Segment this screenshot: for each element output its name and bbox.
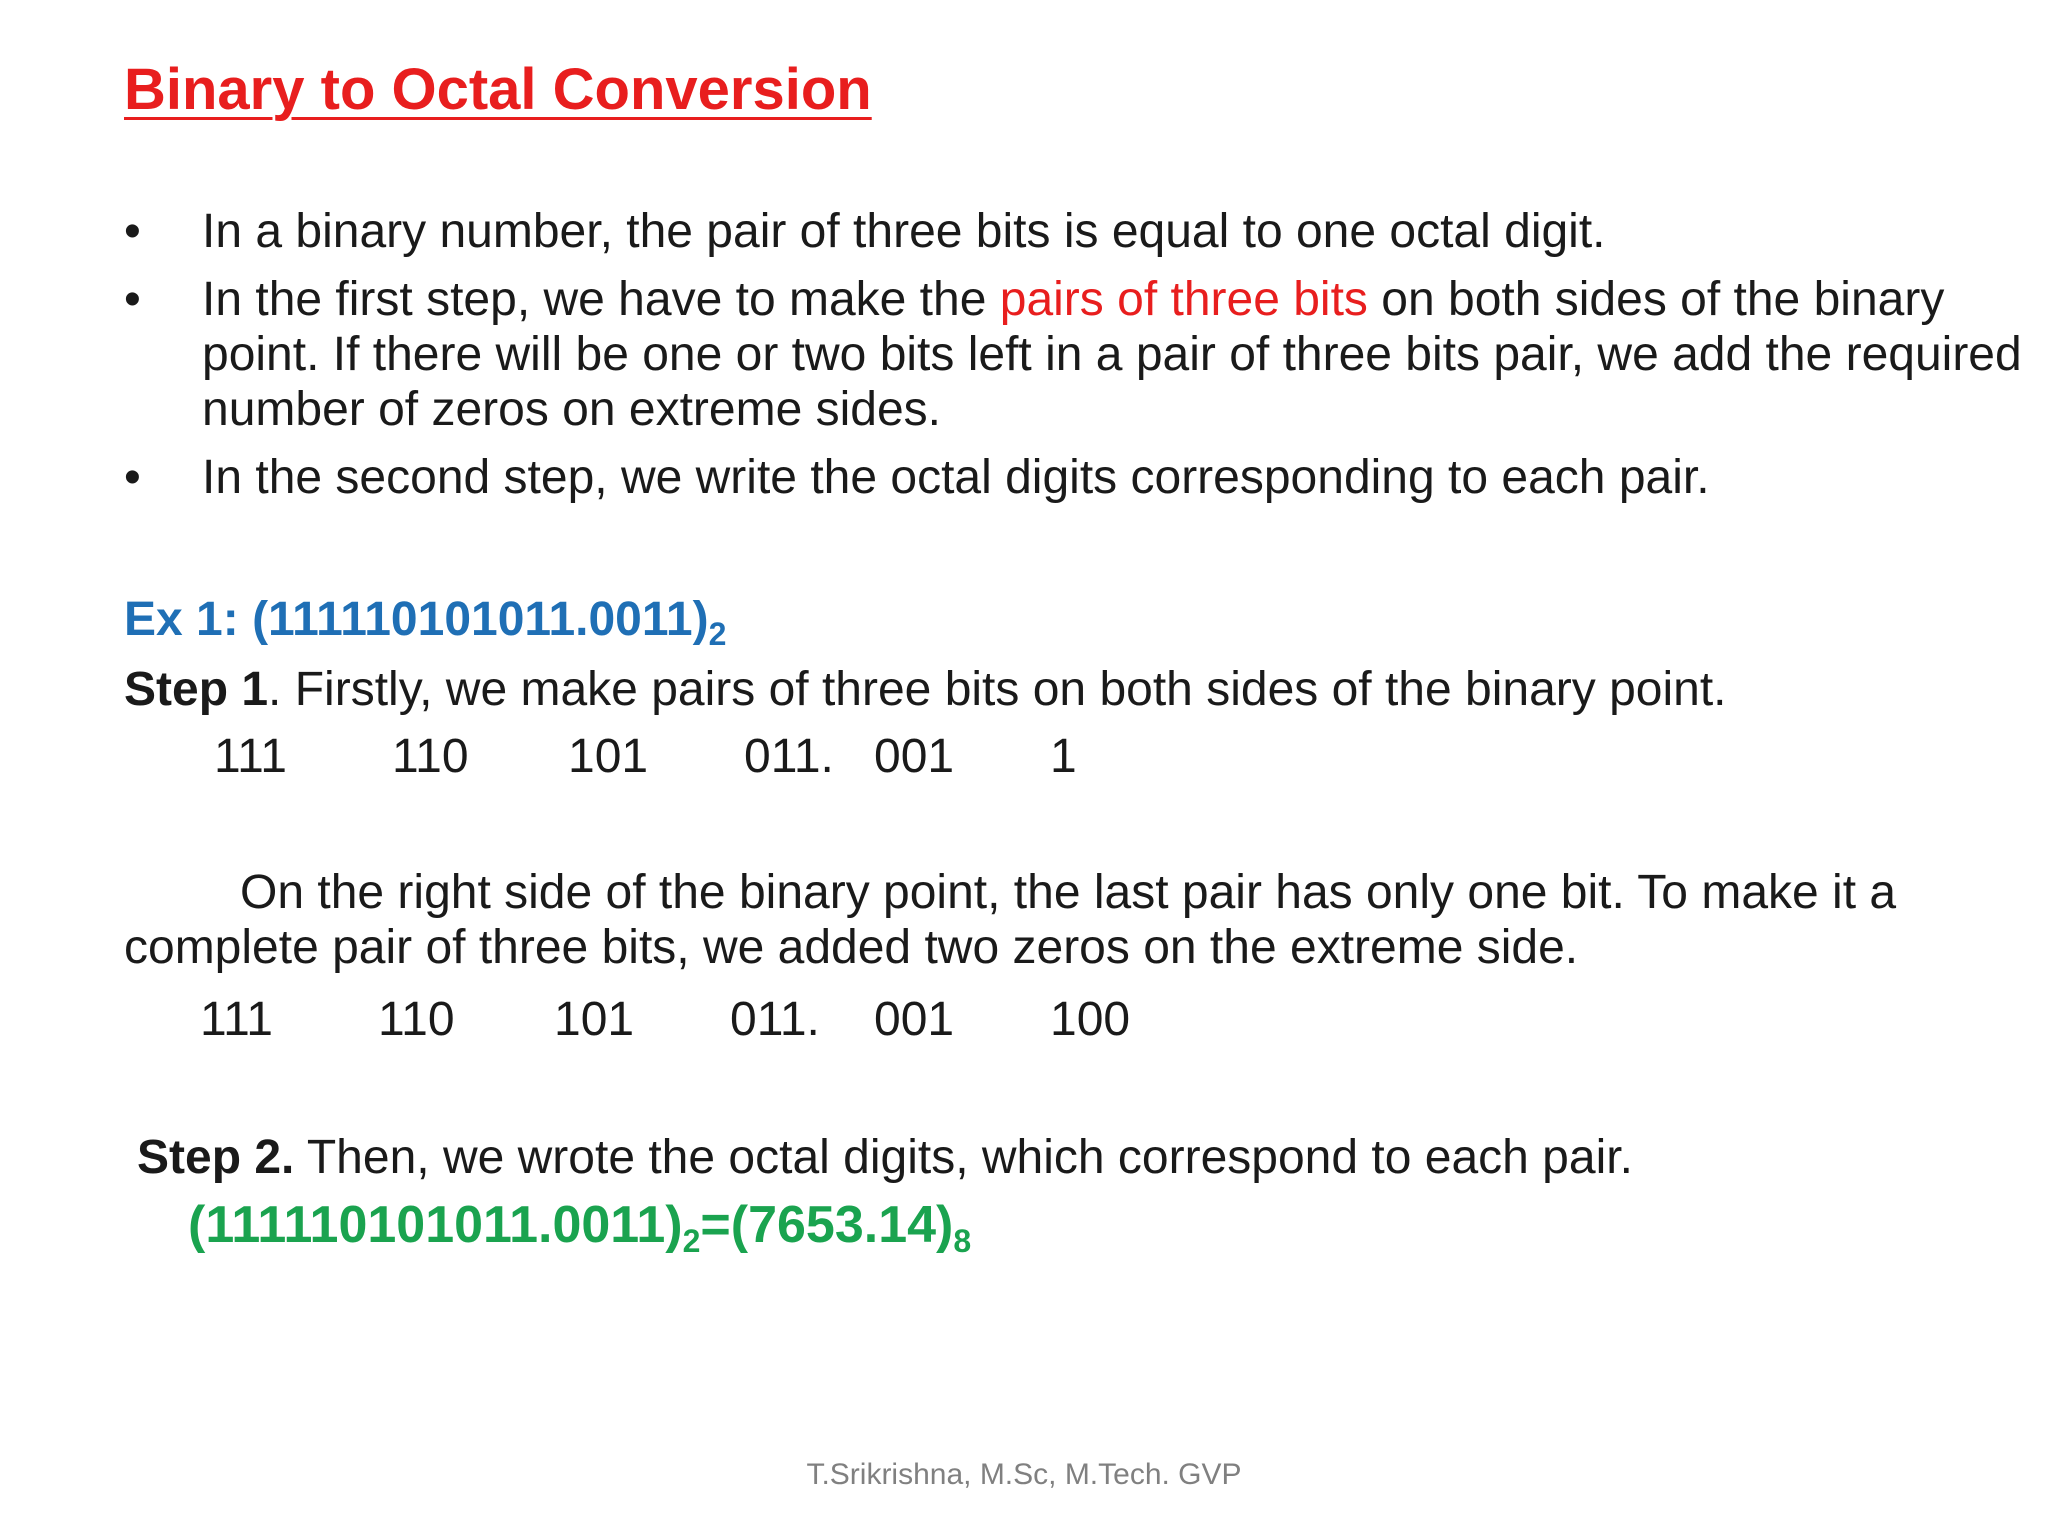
- bit-group: 100: [1050, 993, 1131, 1046]
- explanation-paragraph: On the right side of the binary point, the last pair has only one bit. To make it a complete pair of three bits, we added two zeros on the extreme side.: [124, 866, 1897, 974]
- example-number: Ex 1: (111110101011.0011): [124, 593, 709, 646]
- bullet-text: In a binary number, the pair of three bits is equal to one octal digit.: [202, 205, 1606, 258]
- result-octal-base: 8: [953, 1223, 972, 1259]
- bit-group: 110: [378, 993, 455, 1046]
- bit-groups-row: [214, 727, 1214, 787]
- bit-group: 1: [1050, 730, 1077, 783]
- bit-group: 111: [214, 730, 287, 783]
- result-binary: (111110101011.0011): [188, 1196, 683, 1254]
- conversion-result: [188, 1195, 972, 1259]
- bullet-item: [124, 450, 2024, 505]
- bullet-marker: •: [124, 451, 141, 504]
- step1-line: [124, 660, 2024, 720]
- bullet-item: [124, 204, 2024, 259]
- bit-group: 101: [554, 993, 635, 1046]
- bit-group: 011.: [744, 730, 834, 783]
- bit-group: 001: [874, 730, 955, 783]
- bit-group: 101: [568, 730, 649, 783]
- result-octal: =(7653.14): [700, 1196, 954, 1254]
- padded-groups-row: [200, 990, 1200, 1050]
- bit-group: 001: [874, 993, 955, 1046]
- bullet-text-before: In the first step, we have to make the: [202, 273, 1000, 326]
- footer-credit: T.Srikrishna, M.Sc, M.Tech. GVP: [806, 1458, 1242, 1491]
- bit-group: 011.: [730, 993, 820, 1046]
- result-binary-base: 2: [682, 1223, 701, 1259]
- bullet-marker: •: [124, 273, 141, 326]
- bullet-marker: •: [124, 205, 141, 258]
- bit-group: 111: [200, 993, 273, 1046]
- slide-title: Binary to Octal Conversion: [124, 57, 872, 122]
- bullet-list: [124, 204, 2024, 518]
- step2-line: [137, 1128, 2017, 1188]
- step1-label: Step 1: [124, 663, 269, 716]
- bullet-text-after: on both sides of the binary point. If there will be one or two bits left in a pair of three bits pair, we add the required number of zeros on extreme sides.: [202, 273, 2022, 436]
- step1-text: . Firstly, we make pairs of three bits on both sides of the binary point.: [268, 663, 1727, 716]
- bit-group: 110: [392, 730, 469, 783]
- example-base: 2: [708, 616, 727, 652]
- step2-text: Then, we wrote the octal digits, which correspond to each pair.: [294, 1131, 1633, 1184]
- bullet-text: In the second step, we write the octal digits corresponding to each pair.: [202, 451, 1710, 504]
- bullet-item: [124, 272, 2024, 437]
- bullet-highlight: pairs of three bits: [999, 273, 1368, 326]
- example-label: [124, 590, 726, 650]
- step2-label: Step 2.: [137, 1131, 295, 1184]
